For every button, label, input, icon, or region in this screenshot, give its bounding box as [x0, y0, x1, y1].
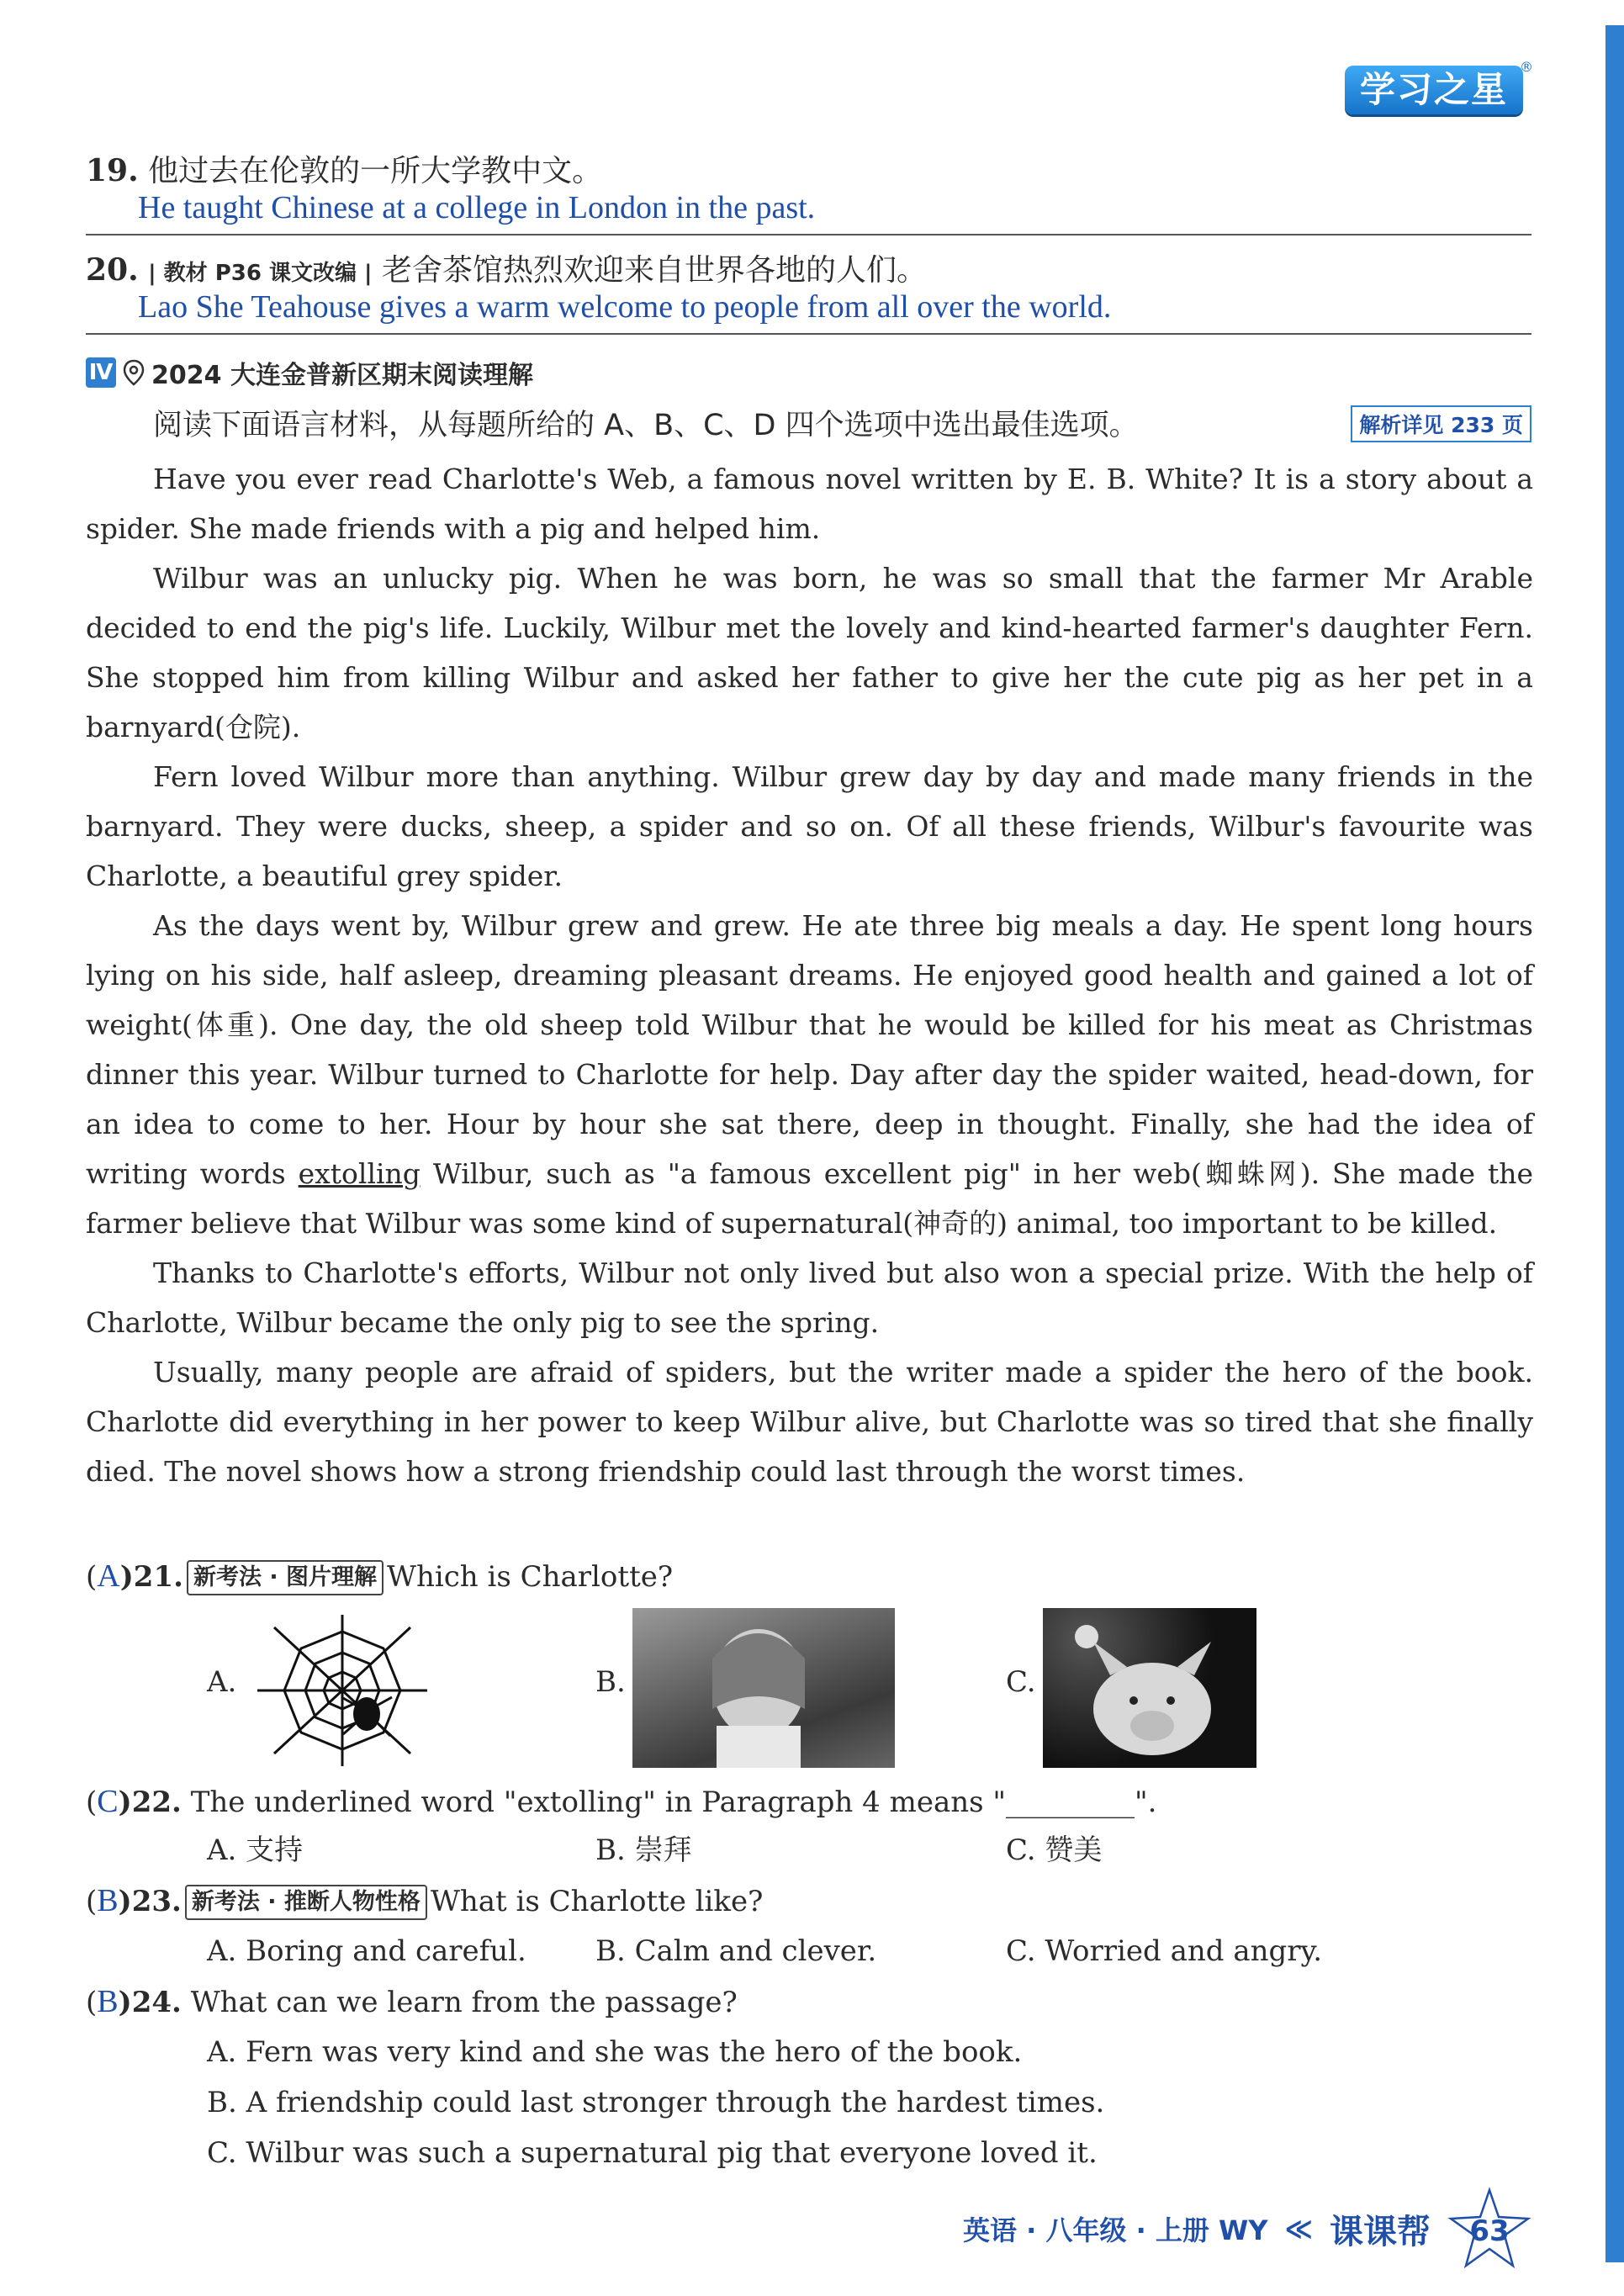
q23-option-b: B. Calm and clever.: [595, 1934, 877, 1968]
q21-text: Which is Charlotte?: [387, 1560, 674, 1594]
passage-paragraph-5: Thanks to Charlotte's efforts, Wilbur not only lived but also won a special prize. With the help of Charlotte, Wilbur became the only pig to see the spring.: [86, 1256, 1533, 1339]
footer-arrows: ≪: [1284, 2213, 1313, 2245]
q23-option-c: C. Worried and angry.: [1006, 1934, 1323, 1968]
q20-prompt: 老舍茶馆热烈欢迎来自世界各地的人们。: [381, 253, 927, 288]
passage-paragraph-3: Fern loved Wilbur more than anything. Wilbur grew day by day and made many friends in the barnyard. They were ducks, sheep, a spider and so on. Of all these friends, Wilbur's favourite was Charlotte, a beautiful grey spider.: [86, 760, 1533, 892]
q22-line: [86, 1778, 1533, 1826]
spider-web-picture: [249, 1606, 436, 1775]
q21-answer: A: [97, 1558, 120, 1594]
q24-text: What can we learn from the passage?: [190, 1986, 738, 2019]
q21-badge: 新考法 · 图片理解: [187, 1560, 384, 1595]
q19-number: 19.: [86, 153, 139, 188]
q19-prompt: 他过去在伦敦的一所大学教中文。: [148, 154, 603, 188]
q21-option-b-label: B.: [595, 1665, 626, 1699]
q24-paren-open: (: [86, 1986, 98, 2019]
q22-option-b: B. 崇拜: [595, 1833, 692, 1867]
brand-logo: 学习之星: [1345, 66, 1523, 114]
reading-passage: [86, 454, 1533, 1496]
q24-line: [86, 1978, 1533, 2026]
passage-paragraph-2: Wilbur was an unlucky pig. When he was born, he was so small that the farmer Mr Arable decided to end the pig's life. Luckily, Wilbur met the lovely and kind-hearted farmer's daughter Fern. She stopped him from killing Wilbur and asked her father to give her the cute pig as her pet in a barnyard(仓院).: [86, 562, 1533, 743]
girl-photo: [632, 1608, 895, 1768]
q20-answer: Lao She Teahouse gives a warm welcome to people from all over the world.: [138, 289, 1112, 325]
section-header: [86, 353, 533, 392]
footer-brand: 课课帮: [1330, 2212, 1431, 2251]
q22-answer: C: [97, 1784, 119, 1819]
q21-option-c-label: C.: [1006, 1665, 1036, 1699]
passage-paragraph-1: Have you ever read Charlotte's Web, a famous novel written by E. B. White? It is a story about a spider. She made friends with a pig and helped him.: [86, 463, 1533, 545]
q23-badge: 新考法 · 推断人物性格: [185, 1885, 427, 1920]
section-title: 2024 大连金普新区期末阅读理解: [151, 361, 533, 390]
page-number-badge: [1447, 2187, 1531, 2271]
q24-option-b: B. A friendship could last stronger through the hardest times.: [207, 2086, 1105, 2119]
registered-mark: ®: [1520, 59, 1533, 75]
q24-option-a: A. Fern was very kind and she was the hero of the book.: [207, 2035, 1023, 2069]
answer-reference-note: 解析详见 233 页: [1351, 405, 1531, 442]
q23-option-a: A. Boring and careful.: [207, 1934, 526, 1968]
footer-course-label: 英语 · 八年级 · 上册 WY: [963, 2214, 1268, 2246]
q24-option-c: C. Wilbur was such a supernatural pig that everyone loved it.: [207, 2136, 1098, 2170]
page-number: 63: [1469, 2214, 1510, 2248]
underlined-word-extolling: extolling: [298, 1157, 421, 1190]
pig-photo: [1043, 1608, 1256, 1768]
section-instruction: 阅读下面语言材料，从每题所给的 A、B、C、D 四个选项中选出最佳选项。: [153, 409, 1139, 442]
q22-paren-open: (: [86, 1785, 98, 1819]
q22-text: The underlined word "extolling" in Paragraph 4 means "_________".: [190, 1785, 1157, 1819]
location-pin-icon: [123, 359, 145, 386]
q22-option-a: A. 支持: [207, 1833, 304, 1867]
q21-line: [86, 1553, 1533, 1600]
section-roman-numeral: Ⅳ: [86, 357, 116, 388]
q23-text: What is Charlotte like?: [430, 1885, 764, 1918]
q21-paren-open: (: [86, 1560, 98, 1594]
q22-number: )22.: [118, 1785, 182, 1819]
side-stripe: [1605, 25, 1624, 2262]
passage-paragraph-6: Usually, many people are afraid of spiders, but the writer made a spider the hero of the book. Charlotte did everything in her power to keep Wilbur alive, but Charlotte was so tired that she finally died. The novel shows how a strong friendship could last through the worst times.: [86, 1356, 1533, 1488]
q23-line: [86, 1877, 1533, 1925]
q23-paren-open: (: [86, 1885, 98, 1918]
q24-number: )24.: [118, 1986, 182, 2019]
paragraph-4-part-b: Wilbur, such as "a famous excellent pig" in her web(蜘蛛网). She made the farmer believe that Wilbur was some kind of supernatural(神奇的) animal, too important to be killed.: [86, 1157, 1534, 1240]
q19-answer: He taught Chinese at a college in London in the past.: [138, 190, 816, 225]
q20-answer-line: [86, 333, 1531, 335]
q21-number: )21.: [119, 1560, 183, 1594]
paragraph-4-part-a: As the days went by, Wilbur grew and grew. He ate three big meals a day. He spent long hours lying on his side, half asleep, dreaming pleasant dreams. He enjoyed good health and gained a lot of weight(体重). One day, the old sheep told Wilbur that he would be killed for his meat as Christmas dinner this year. Wilbur turned to Charlotte for help. Day after day the spider waited, head-down, for an idea to come to her. Hour by hour she sat there, deep in thought. Finally, she had the idea of writing words: [86, 909, 1533, 1190]
q20-number: 20.: [86, 252, 139, 288]
q19-answer-line: [86, 234, 1531, 235]
passage-paragraph-4: [86, 901, 1533, 1248]
q24-answer: B: [97, 1984, 119, 2019]
q20-source-tag: | 教材 P36 课文改编 |: [148, 261, 373, 286]
q23-number: )23.: [118, 1885, 182, 1918]
q22-option-c: C. 赞美: [1006, 1833, 1103, 1867]
q21-option-a-label: A.: [207, 1665, 237, 1699]
page-footer: [963, 2187, 1531, 2271]
q23-answer: B: [97, 1883, 119, 1918]
